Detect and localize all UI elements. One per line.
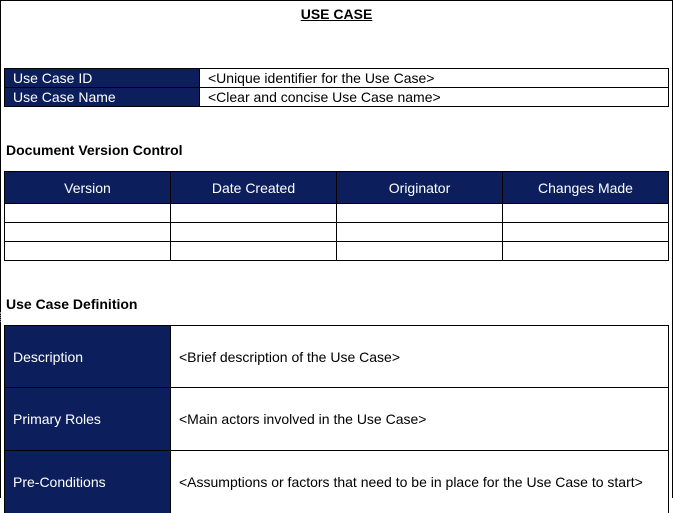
- table-cell[interactable]: [503, 204, 669, 223]
- document-title: USE CASE: [0, 6, 673, 22]
- table-row: [5, 451, 669, 513]
- definition-heading: Use Case Definition: [6, 296, 137, 312]
- use-case-id-value[interactable]: <Unique identifier for the Use Case>: [200, 69, 669, 88]
- table-row: [5, 223, 669, 242]
- column-header-version: Version: [5, 172, 171, 204]
- text-cursor-marker: [0, 312, 5, 322]
- version-control-table: [4, 171, 669, 261]
- table-cell[interactable]: [503, 242, 669, 261]
- table-cell[interactable]: [337, 223, 503, 242]
- column-header-date-created: Date Created: [171, 172, 337, 204]
- version-control-heading: Document Version Control: [6, 142, 183, 158]
- table-cell[interactable]: [171, 204, 337, 223]
- description-value[interactable]: <Brief description of the Use Case>: [171, 326, 669, 388]
- pre-conditions-value[interactable]: <Assumptions or factors that need to be in place for the Use Case to start>: [171, 451, 669, 513]
- table-row: [5, 204, 669, 223]
- table-cell[interactable]: [5, 242, 171, 261]
- table-row: [5, 242, 669, 261]
- table-header-row: [5, 172, 669, 204]
- column-header-originator: Originator: [337, 172, 503, 204]
- table-cell[interactable]: [171, 223, 337, 242]
- column-header-changes-made: Changes Made: [503, 172, 669, 204]
- table-cell[interactable]: [337, 204, 503, 223]
- primary-roles-label: Primary Roles: [5, 388, 171, 451]
- primary-roles-value[interactable]: <Main actors involved in the Use Case>: [171, 388, 669, 451]
- use-case-name-value[interactable]: <Clear and concise Use Case name>: [200, 88, 669, 107]
- description-label: Description: [5, 326, 171, 388]
- table-cell[interactable]: [5, 223, 171, 242]
- table-row: [5, 326, 669, 388]
- pre-conditions-label: Pre-Conditions: [5, 451, 171, 513]
- table-cell[interactable]: [337, 242, 503, 261]
- table-row: [5, 69, 669, 88]
- table-row: [5, 388, 669, 451]
- use-case-definition-table: [4, 325, 669, 513]
- use-case-id-table: [4, 68, 669, 107]
- use-case-name-label: Use Case Name: [5, 88, 200, 107]
- table-cell[interactable]: [5, 204, 171, 223]
- table-cell[interactable]: [503, 223, 669, 242]
- use-case-id-label: Use Case ID: [5, 69, 200, 88]
- table-cell[interactable]: [171, 242, 337, 261]
- table-row: [5, 88, 669, 107]
